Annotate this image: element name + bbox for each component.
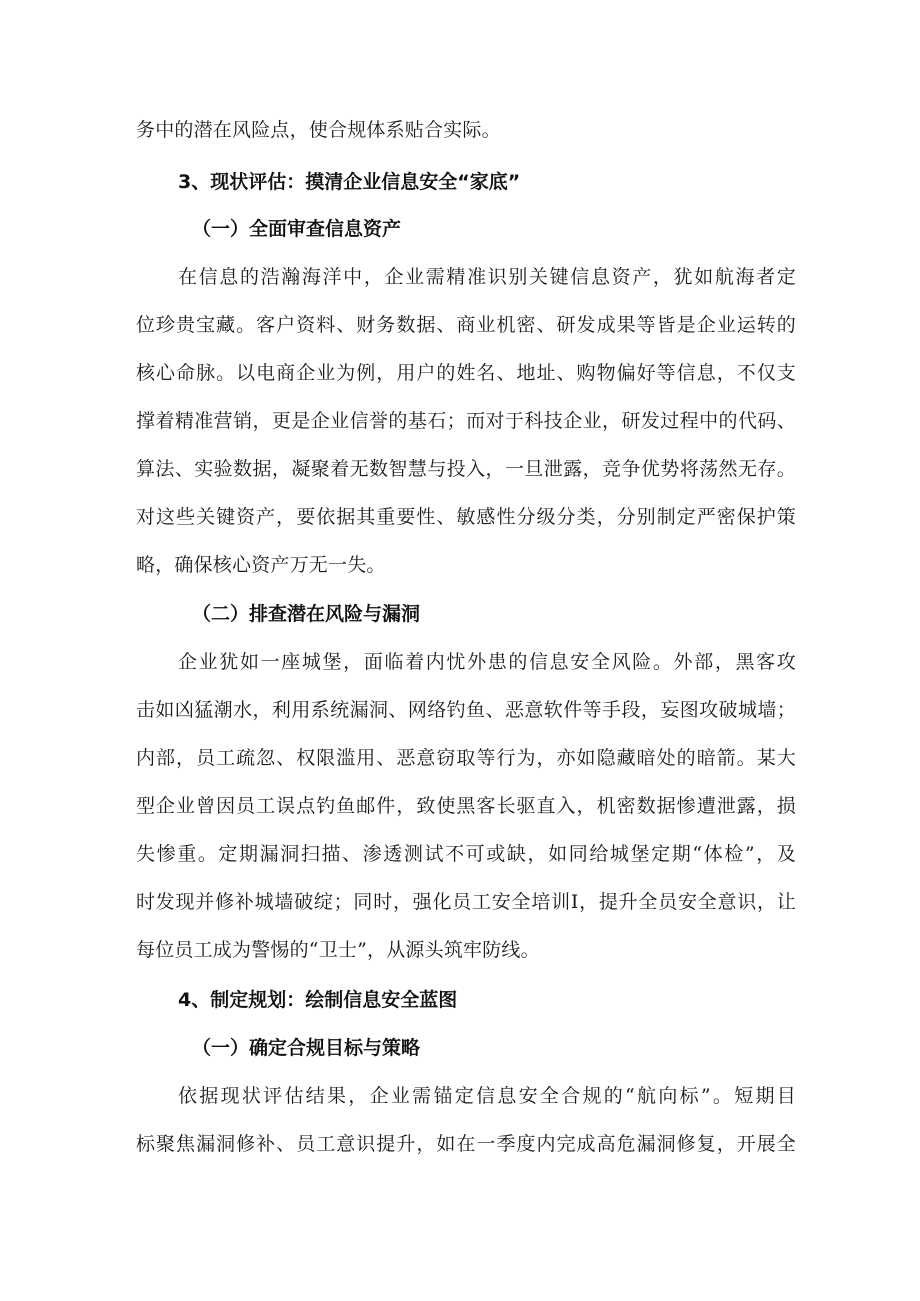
paragraph-line: 在信息的浩瀚海洋中，企业需精准识别关键信息资产，犹如航海者定 bbox=[178, 266, 796, 288]
paragraph-line: 失惨重。定期漏洞扫描、渗透测试不可或缺，如同给城堡定期“体检”，及 bbox=[136, 843, 796, 865]
paragraph-line: 依据现状评估结果，企业需锚定信息安全合规的“航向标”。短期目 bbox=[178, 1085, 796, 1107]
paragraph-line: 务中的潜在风险点，使合规体系贴合实际。 bbox=[136, 119, 501, 141]
paragraph-line: 企业犹如一座城堡，面临着内忧外患的信息安全风险。外部，黑客攻 bbox=[178, 651, 796, 673]
paragraph-line: 算法、实验数据，凝聚着无数智慧与投入，一旦泄露，竞争优势将荡然无存。 bbox=[136, 458, 796, 480]
paragraph-line: 击如凶猛潮水，利用系统漏洞、网络钓鱼、恶意软件等手段，妄图攻破城墙； bbox=[136, 699, 796, 721]
subsection-heading-4-1: （一）确定合规目标与策略 bbox=[192, 1037, 421, 1059]
paragraph-line: 位珍贵宝藏。客户资料、财务数据、商业机密、研发成果等皆是企业运转的 bbox=[136, 314, 796, 336]
subsection-heading-3-2: （二）排查潜在风险与漏洞 bbox=[192, 603, 421, 625]
paragraph-line: 型企业曾因员工误点钓鱼邮件，致使黑客长驱直入，机密数据惨遭泄露，损 bbox=[136, 795, 796, 817]
subsection-heading-3-1: （一）全面审查信息资产 bbox=[192, 218, 402, 240]
paragraph-line: 对这些关键资产，要依据其重要性、敏感性分级分类，分别制定严密保护策 bbox=[136, 506, 796, 528]
paragraph-line: 内部，员工疏忽、权限滥用、恶意窃取等行为，亦如隐藏暗处的暗箭。某大 bbox=[136, 747, 796, 769]
section-heading-4: 4、制定规划：绘制信息安全蓝图 bbox=[178, 989, 458, 1011]
paragraph-line: 核心命脉。以电商企业为例，用户的姓名、地址、购物偏好等信息，不仅支 bbox=[136, 362, 796, 384]
paragraph-line: 撑着精准营销，更是企业信誉的基石；而对于科技企业，研发过程中的代码、 bbox=[136, 410, 796, 432]
paragraph-line: 略，确保核心资产万无一失。 bbox=[136, 554, 386, 576]
section-heading-3: 3、现状评估：摸清企业信息安全“家底” bbox=[178, 171, 521, 193]
paragraph-line: 每位员工成为警惕的“卫士”，从源头筑牢防线。 bbox=[136, 939, 540, 961]
paragraph-line: 标聚焦漏洞修补、员工意识提升，如在一季度内完成高危漏洞修复，开展全 bbox=[136, 1133, 796, 1155]
paragraph-line: 时发现并修补城墙破绽；同时，强化员工安全培训I，提升全员安全意识，让 bbox=[136, 891, 796, 913]
